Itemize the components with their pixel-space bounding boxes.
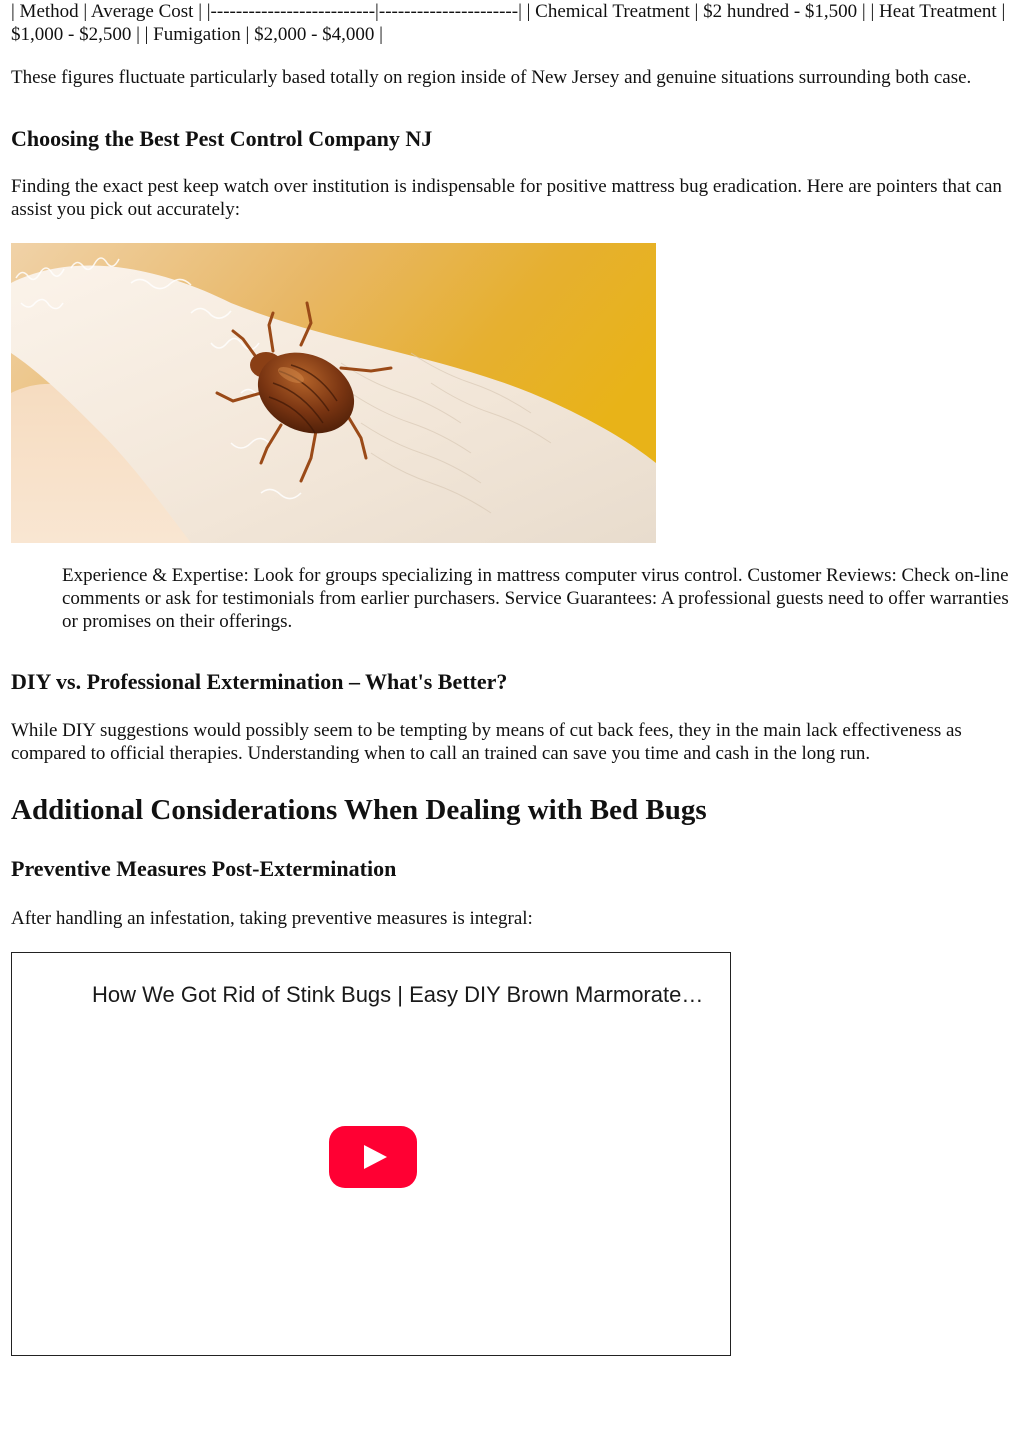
additional-heading: Additional Considerations When Dealing with Bed Bugs (11, 794, 707, 826)
diy-heading: DIY vs. Professional Extermination – What's Better? (11, 669, 508, 694)
tips-blockquote: Experience & Expertise: Look for groups specializing in mattress computer virus control. Customer Reviews: Check on-line comments or ask for testimonials from earlier purchasers. Service Guarantees: A professional guests need to offer warranties or promises on their offerings. (62, 565, 1009, 632)
diy-paragraph: While DIY suggestions would possibly seem to be tempting by means of cut back fees, they in the main lack effectiveness as compared to official therapies. Understanding when to call an trained can save you time and cash in the long run. (11, 720, 962, 764)
after-paragraph: After handling an infestation, taking preventive measures is integral: (11, 908, 533, 929)
cost-table-text: | Method | Average Cost | |--------------------------|----------------------| | Chemical Treatment | $2 hundred - $1,500 | | Heat Treatment | $1,000 - $2,500 | | Fumigation | $2,000 - $4,000 | (11, 1, 1006, 45)
finding-paragraph: Finding the exact pest keep watch over institution is indispensable for positive mattress bug eradication. Here are pointers that can assist you pick out accurately: (11, 176, 1002, 220)
youtube-play-icon[interactable] (329, 1126, 417, 1188)
figures-paragraph: These figures fluctuate particularly based totally on region inside of New Jersey and genuine situations surrounding both case. (11, 67, 972, 88)
preventive-heading: Preventive Measures Post-Extermination (11, 856, 397, 881)
embedded-video[interactable] (11, 952, 731, 1356)
bed-bug-photo (11, 243, 656, 543)
choosing-heading: Choosing the Best Pest Control Company NJ (11, 126, 433, 151)
video-title[interactable]: How We Got Rid of Stink Bugs | Easy DIY Brown Marmorate… (92, 982, 704, 1007)
